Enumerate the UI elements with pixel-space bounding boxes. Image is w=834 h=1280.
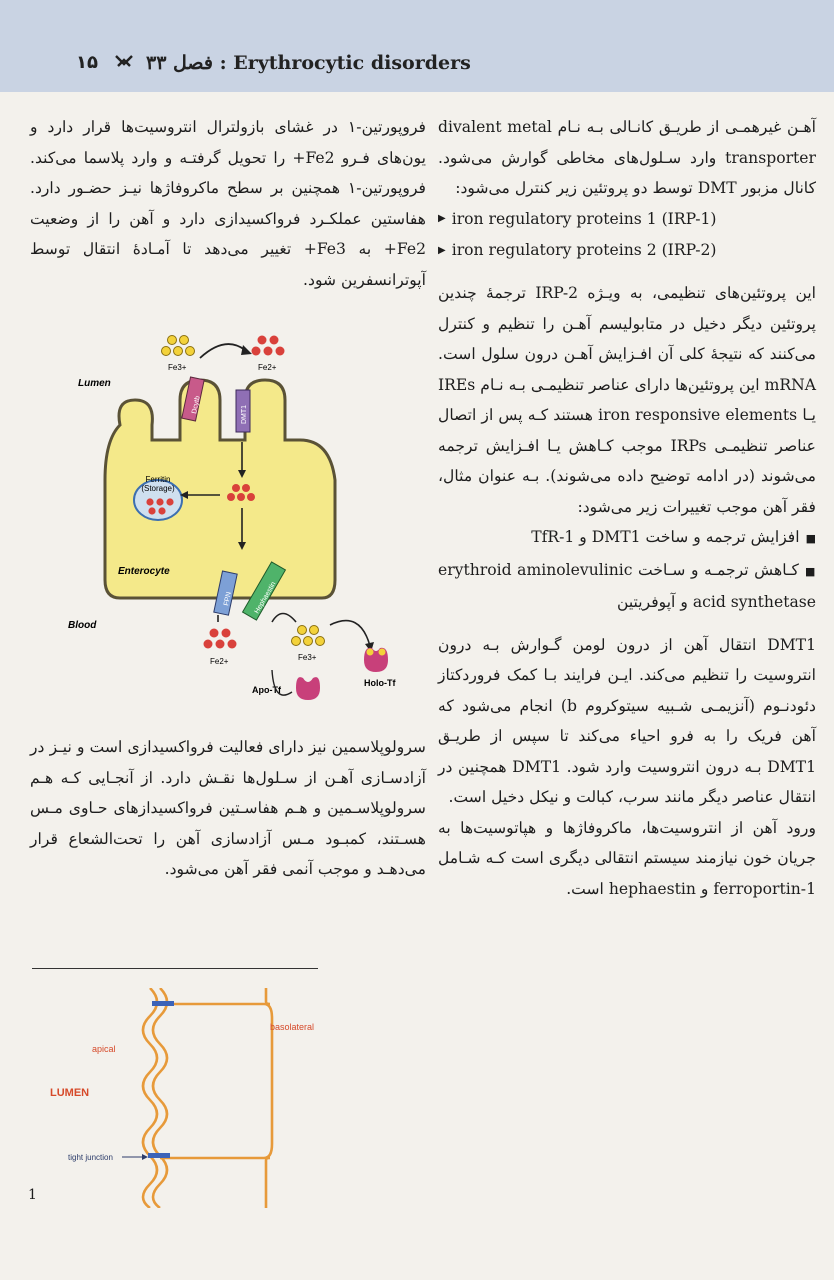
list-item: ▶ iron regulatory proteins 2 (IRP-2) bbox=[438, 235, 816, 266]
junction-marker bbox=[152, 1001, 174, 1006]
apical-label: apical bbox=[92, 1044, 116, 1054]
dcytb-label: Dcytb bbox=[191, 395, 202, 415]
page-header bbox=[0, 0, 834, 92]
lumen-label-2: LUMEN bbox=[50, 1087, 90, 1099]
fe3-bottom-cluster bbox=[292, 626, 325, 646]
left-column-top bbox=[30, 112, 426, 295]
chapter-title: فصل ۳۳ : Erythrocytic disorders bbox=[146, 52, 471, 74]
paragraph: ورود آهن از انتروسیت‌ها، ماکروفاژها و هپاتوسیت‌ها به جریان خون نیازمند سیستم انتقالی دیگری است کـه شـامل ferroportin-1 و hephaestin است. bbox=[438, 818, 816, 898]
fe2-top-label: Fe2+ bbox=[258, 363, 277, 372]
book-logo-icon bbox=[112, 50, 136, 74]
fe3-top-label: Fe3+ bbox=[168, 363, 187, 372]
tight-junction-figure bbox=[40, 988, 420, 1208]
paragraph: DMT1 انتقال آهن از درون لومن گـوارش بـه درون انتروسیت را تنظیم می‌کند. ایـن فرایند بـا کمک فروردکتاز دئودنـوم (آنزیمـی شـبیه سیتوکروم b) انجام می‌شود که آهن فریک را به فرو احیاء می‌کند تا سپس از طریـق DMT1 بـه درون انتروسیت وارد شود. DMT1 همچنین در انتقال عناصر دیگر مانند سرب، کبالت و نیکل دخیل است. bbox=[438, 635, 816, 806]
holo-tf-shape bbox=[364, 648, 388, 672]
page-marker: 1 bbox=[28, 1187, 37, 1203]
dmt1-label: DMT1 bbox=[241, 404, 248, 424]
tight-junction-label: tight junction bbox=[68, 1153, 113, 1162]
apo-tf-shape bbox=[296, 677, 320, 700]
fpn-label: FPN bbox=[223, 591, 233, 607]
paragraph: این پروتئین‌های تنظیمی، به ویـژه IRP-2 ترجمهٔ چندین پروتئین دیگر دخیل در متابولیسم آهـن را تنظیم و کنترل می‌کنند که نتیجهٔ کلی آن افـزایش آهـن درون سلول است. mRNA این پروتئین‌ها دارای عناصر تنظیمـی بـه نـام IREs یـا iron responsive elements هستند کـه پس از اتصال عناصر تنظیمـی IRPs موجب کـاهش یـا افـزایش ترجمه می‌شوند (در ادامه توضیح داده می‌شوند). بـه عنوان مثال، فقر آهن موجب تغییرات زیر می‌شود: bbox=[438, 284, 816, 516]
iron-transport-figure bbox=[60, 330, 420, 720]
list-item: ■افزایش ترجمه و ساخت DMT1 و TfR-1 bbox=[531, 528, 816, 546]
bullet-triangle-icon: ▶ bbox=[438, 244, 446, 256]
lumen-label: Lumen bbox=[78, 378, 111, 389]
storage-label: (Storage) bbox=[141, 484, 175, 493]
paragraph: سرولوپلاسمین نیز دارای فعالیت فرواکسیدازی است و نیـز در آزادسـازی آهـن از سـلول‌ها نقـش دارد. از آنجـایی کـه هـم سرولوپلاسـمین و هـم هفاسـتین فرواکسیدازهای حـاوی مـس هسـتند، کمبـود مـس آزادسازی آهن را تحت‌الشعاع قرار می‌دهـد و موجب آنمی فقر آهن می‌شود. bbox=[30, 738, 426, 878]
fe2-bottom-label: Fe2+ bbox=[210, 657, 229, 666]
list-item: ▶ iron regulatory proteins 1 (IRP-1) bbox=[438, 204, 816, 235]
blood-label: Blood bbox=[68, 620, 97, 631]
fe3-bottom-label: Fe3+ bbox=[298, 653, 317, 662]
fe2-bottom-cluster bbox=[204, 629, 237, 649]
hephaestin-label: Hephaestin bbox=[253, 580, 278, 615]
page-number: ۱۵ bbox=[76, 52, 98, 73]
paragraph: فروپورتین-۱ در غشای بازولترال انتروسیت‌ها قرار دارد و یون‌های فـرو Fe2+ را تحویل گرفتـه و وارد پلاسما می‌کند. فروپورتین-۱ همچنین بر سطح ماکروفاژها نیـز حضـور دارد. هفاستین عملکـرد فرواکسیدازی دارد و آهن را از وضعیت Fe2+ به Fe3+ تغییر می‌دهد تا آمـادهٔ انتقال توسط آپوترانسفرین شود. bbox=[30, 118, 426, 289]
holo-tf-label: Holo-Tf bbox=[364, 678, 396, 688]
paragraph: آهـن غیرهمـی از طریـق کانـالی بـه نـام divalent metal transporter وارد سـلول‌های مخاطی گوارش می‌شود. کانال مزبور DMT توسط دو پروتئین زیر کنترل می‌شود: bbox=[438, 118, 817, 197]
ferritin-label: Ferritin bbox=[145, 475, 171, 484]
bullet-square-icon: ■ bbox=[805, 532, 816, 545]
junction-marker bbox=[148, 1153, 170, 1158]
fe3-top-cluster bbox=[162, 336, 195, 356]
bullet-triangle-icon: ▶ bbox=[438, 213, 446, 225]
left-column-bottom bbox=[30, 732, 426, 885]
right-column bbox=[438, 112, 816, 904]
apo-tf-label: Apo-Tf bbox=[252, 685, 281, 695]
list-item: ■کـاهش ترجمـه و سـاخت erythroid aminolevulinic acid synthetase و آپوفریتین bbox=[438, 560, 816, 611]
basolateral-label: basolateral bbox=[270, 1022, 315, 1032]
fe2-top-cluster bbox=[252, 336, 285, 356]
section-divider bbox=[32, 968, 318, 969]
enterocyte-label: Enterocyte bbox=[118, 566, 170, 577]
bullet-square-icon: ■ bbox=[804, 564, 816, 578]
